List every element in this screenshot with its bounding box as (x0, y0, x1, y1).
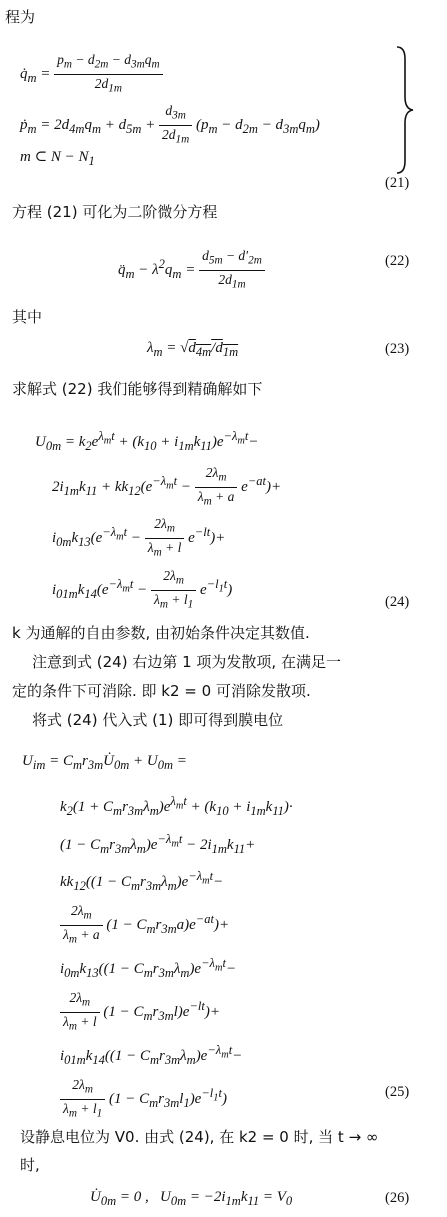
equation-26: $U̇_{0m} = 0$ , $U_{0m} = -2i_{1m}k_{11} = V_0$ (90, 1189, 293, 1208)
equation-21-line-1: $q̇_m$ = $\frac{p_m - d_{2m} - d_{3m}q_m}{2d_{1m}}$ (20, 52, 163, 96)
equation-25-line-2: $k_2(1 + C_mr_{3m}\lambda_m)e^{\lambda_mt} + (k_{10} + i_{1m}k_{11})\cdot$ (60, 794, 293, 818)
equation-25-line-4: $kk_{12}((1 - C_mr_{3m}\lambda_m)e^{-\lambda_mt}-$ (60, 869, 224, 893)
text-line: 设静息电位为 V0. 由式 (24), 在 k2 = 0 时, 当 t → ∞ (20, 1128, 379, 1146)
text-line: 将式 (24) 代入式 (1) 即可得到膜电位 (32, 711, 284, 729)
text-line: 求解式 (22) 我们能够得到精确解如下 (12, 380, 263, 398)
equation-number: (22) (385, 253, 410, 269)
text-line: 注意到式 (24) 右边第 1 项为发散项, 在满足一 (32, 653, 341, 671)
text-line: k 为通解的自由参数, 由初始条件决定其数值. (12, 624, 310, 642)
equation-25-line-3: $(1 - C_mr_{3m}\lambda_m)e^{-\lambda_mt} - 2i_{1m}k_{11}+$ (60, 832, 256, 856)
equation-24-line-1: $U_{0m} = k_2e^{\lambda_mt} + (k_{10} + i_{1m}k_{11})e^{-\lambda_mt}-$ (35, 429, 259, 453)
equation-number: (23) (385, 341, 410, 357)
text-line: 定的条件下可消除. 即 k2 = 0 可消除发散项. (12, 682, 311, 700)
equation-21-line-3: m ⊂ $N - N_1$ (20, 149, 95, 168)
equation-25-line-1: $U_{im}$ = $C_mr_{3m}U̇_{0m} + U_{0m}$ = (22, 753, 187, 772)
equation-number: (24) (385, 594, 410, 610)
right-brace-icon (393, 45, 417, 175)
equation-number: (25) (385, 1084, 410, 1100)
equation-24-line-2: $2i_{1m}k_{11} + kk_{12}(e^{-\lambda_mt}$ − $\frac{2\lambda_m}{\lambda_m + a}$ $e^{-at})+$ (52, 465, 282, 508)
text-line: 方程 (21) 可化为二阶微分方程 (12, 203, 218, 221)
equation-23: $\lambda_m = √d_{4m}/d_{1m}$ (147, 340, 239, 359)
text-line: 程为 (5, 8, 36, 26)
text-line: 时, (20, 1156, 40, 1174)
equation-25-line-9: $\frac{2\lambda_m}{\lambda_m + l_1}$ $(1 - C_mr_{3m}l_1)e^{-l_1t}$) (60, 1077, 227, 1121)
equation-24-line-4: $i_{01m}k_{14}(e^{-\lambda_mt}$ − $\frac{2\lambda_m}{\lambda_m + l_1}$ $e^{-l_1t}$) (52, 568, 233, 611)
text-line: 其中 (12, 308, 43, 326)
equation-25-line-6: $i_{0m}k_{13}((1 - C_mr_{3m}\lambda_m)e^{-\lambda_mt}-$ (60, 956, 237, 980)
equation-25-line-7: $\frac{2\lambda_m}{\lambda_m + l}$ $(1 - C_mr_{3m}l)e^{-lt})+$ (60, 990, 220, 1034)
equation-24-line-3: $i_{0m}k_{13}(e^{-\lambda_mt}$ − $\frac{2\lambda_m}{\lambda_m + l}$ $e^{-lt})+$ (52, 516, 226, 559)
equation-number: (26) (385, 1190, 410, 1206)
equation-25-line-8: $i_{01m}k_{14}((1 - C_mr_{3m}\lambda_m)e^{-\lambda_mt}-$ (60, 1043, 243, 1067)
equation-21-line-2: ṗ$_m$ = $2d_{4m}q_m + d_{5m}$ + $\frac{d_{3m}}{2d_{1m}}$ $(p_m - d_{2m} - d_{3m}q_m)$ (20, 103, 320, 146)
equation-number: (21) (385, 175, 410, 191)
equation-25-line-5: $\frac{2\lambda_m}{\lambda_m + a}$ $(1 - C_mr_{3m}a)e^{-at})+$ (60, 903, 229, 947)
equation-22: $q̈_m - \lambda^2q_m$ = $\frac{d_{5m} - d'_{2m}}{2d_{1m}}$ (118, 248, 265, 292)
